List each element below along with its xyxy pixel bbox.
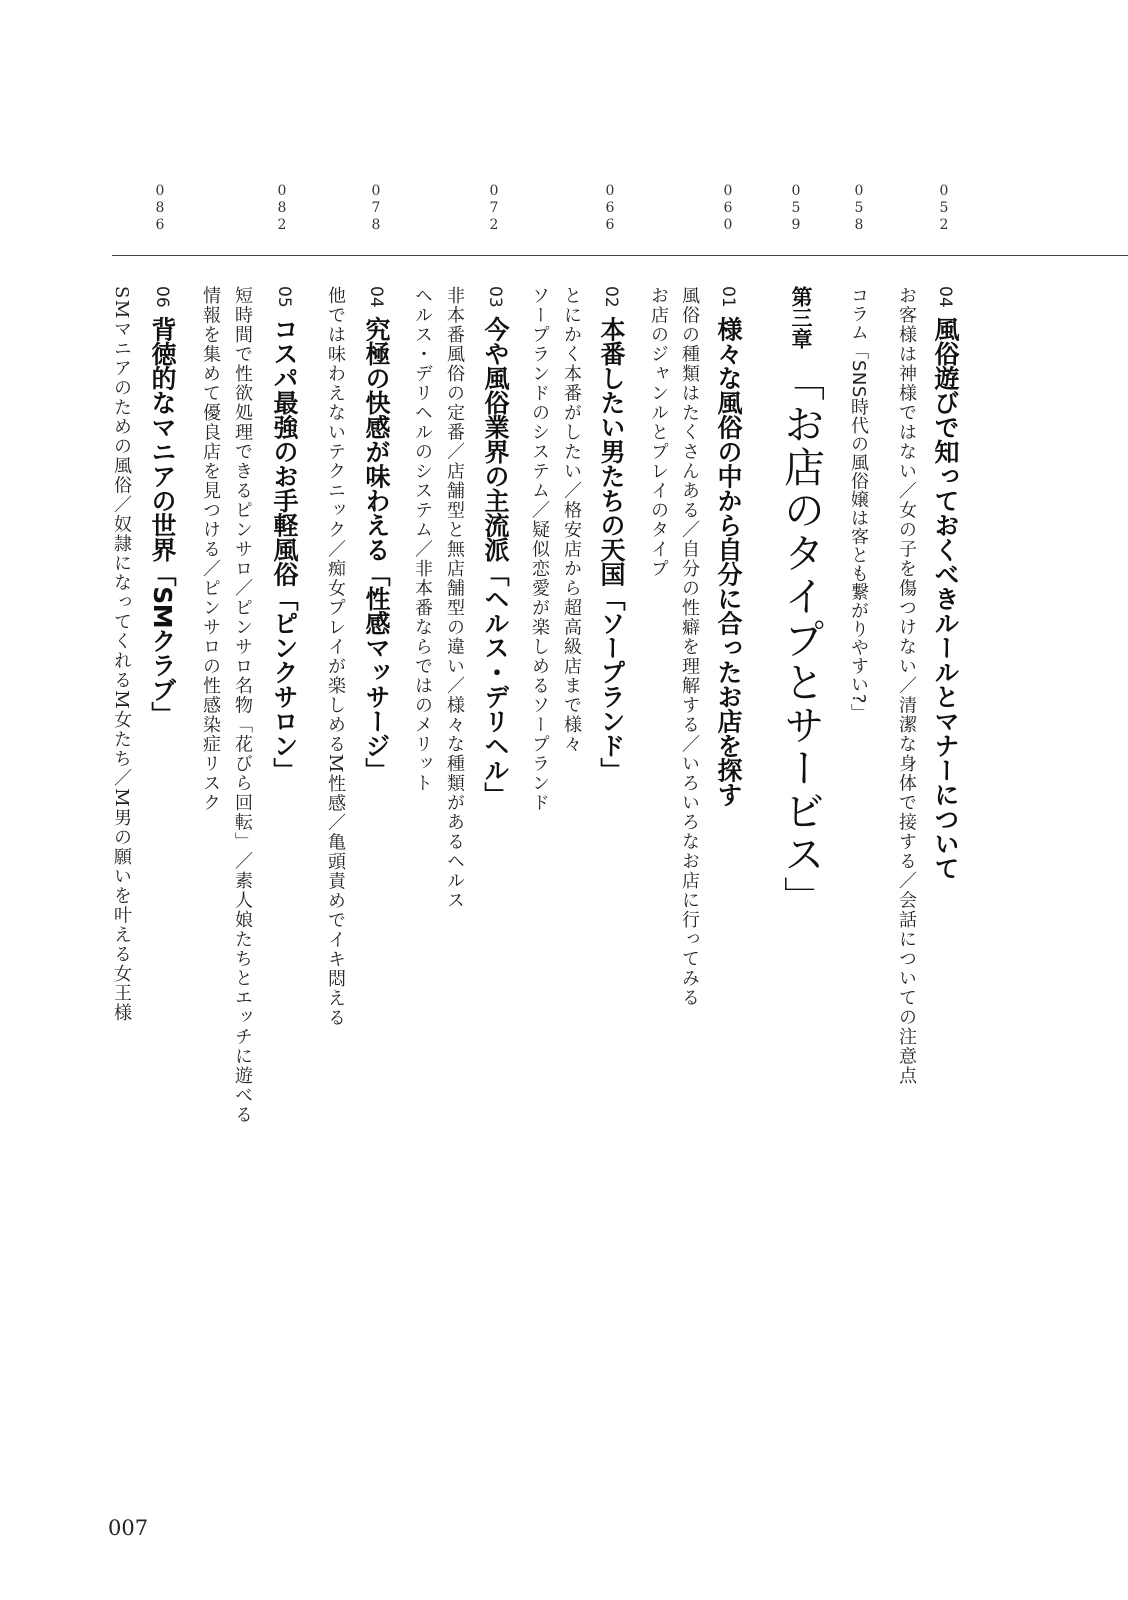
page-number: 066 <box>602 183 618 234</box>
section-number: 04 <box>366 286 386 308</box>
page-number: 052 <box>936 183 952 234</box>
section-number: 01 <box>718 286 738 308</box>
section-summary: お客様は神様ではない／女の子を傷つけない／清潔な身体で接する／会話についての注意点 <box>896 286 917 1086</box>
section-summary: SMマニアのための風俗／奴隷になってくれるM女たち／M男の願いを叶える女王様 <box>111 286 132 1023</box>
section-title: 風俗遊びで知っておくべきルールとマナーについて <box>931 316 960 881</box>
page-number: 082 <box>274 183 290 234</box>
section-summary: 風俗の種類はたくさんある／自分の性癖を理解する／いろいろなお店に行ってみる <box>679 286 700 1008</box>
section-summary: 短時間で性欲処理できるピンサロ／ピンサロ名物「花びら回転」／素人娘たちとエッチに遊べる <box>232 286 253 1125</box>
page-number: 078 <box>368 183 384 234</box>
section-summary: ヘルス・デリヘルのシステム／非本番ならではのメリット <box>412 286 433 793</box>
column-title: コラム「SNS時代の風俗嬢は客とも繋がりやすい?」 <box>848 286 869 723</box>
section-number: 04 <box>935 286 955 308</box>
page-folio: 007 <box>108 1516 149 1540</box>
section-summary: ソープランドのシステム／疑似恋愛が楽しめるソープランド <box>529 286 550 813</box>
chapter-title: 「お店のタイプとサービス」 <box>777 360 825 920</box>
section-title: 様々な風俗の中から自分に合ったお店を探す <box>714 316 743 807</box>
page-number: 086 <box>152 183 168 234</box>
section-number: 05 <box>274 286 294 308</box>
section-summary: 非本番風俗の定番／店舗型と無店舗型の違い／様々な種類があるヘルス <box>444 286 465 910</box>
section-number: 03 <box>485 286 505 308</box>
section-title: コスパ最強のお手軽風俗「ピンクサロン」 <box>270 316 299 783</box>
page-number: 060 <box>720 183 736 234</box>
section-summary: 情報を集めて優良店を見つける／ピンサロの性感染症リスク <box>200 286 221 813</box>
section-title: 本番したい男たちの天国「ソープランド」 <box>597 316 626 783</box>
page-number: 059 <box>788 183 804 234</box>
section-title: 背徳的なマニアの世界「SMクラブ」 <box>148 316 177 727</box>
section-summary: お店のジャンルとプレイのタイプ <box>648 286 669 579</box>
section-title: 究極の快感が味わえる「性感マッサージ」 <box>362 316 391 783</box>
section-number: 06 <box>152 286 172 308</box>
section-summary: とにかく本番がしたい／格安店から超高級店まで様々 <box>561 286 582 754</box>
section-summary: 他では味わえないテクニック／痴女プレイが楽しめるM性感／亀頭責めでイキ悶える <box>325 286 346 1028</box>
header-divider <box>112 255 1128 256</box>
section-title: 今や風俗業界の主流派「ヘルス・デリヘル」 <box>481 316 510 807</box>
chapter-label: 第三章 <box>789 286 813 349</box>
page-number: 058 <box>851 183 867 234</box>
section-number: 02 <box>601 286 621 308</box>
page-number: 072 <box>486 183 502 234</box>
